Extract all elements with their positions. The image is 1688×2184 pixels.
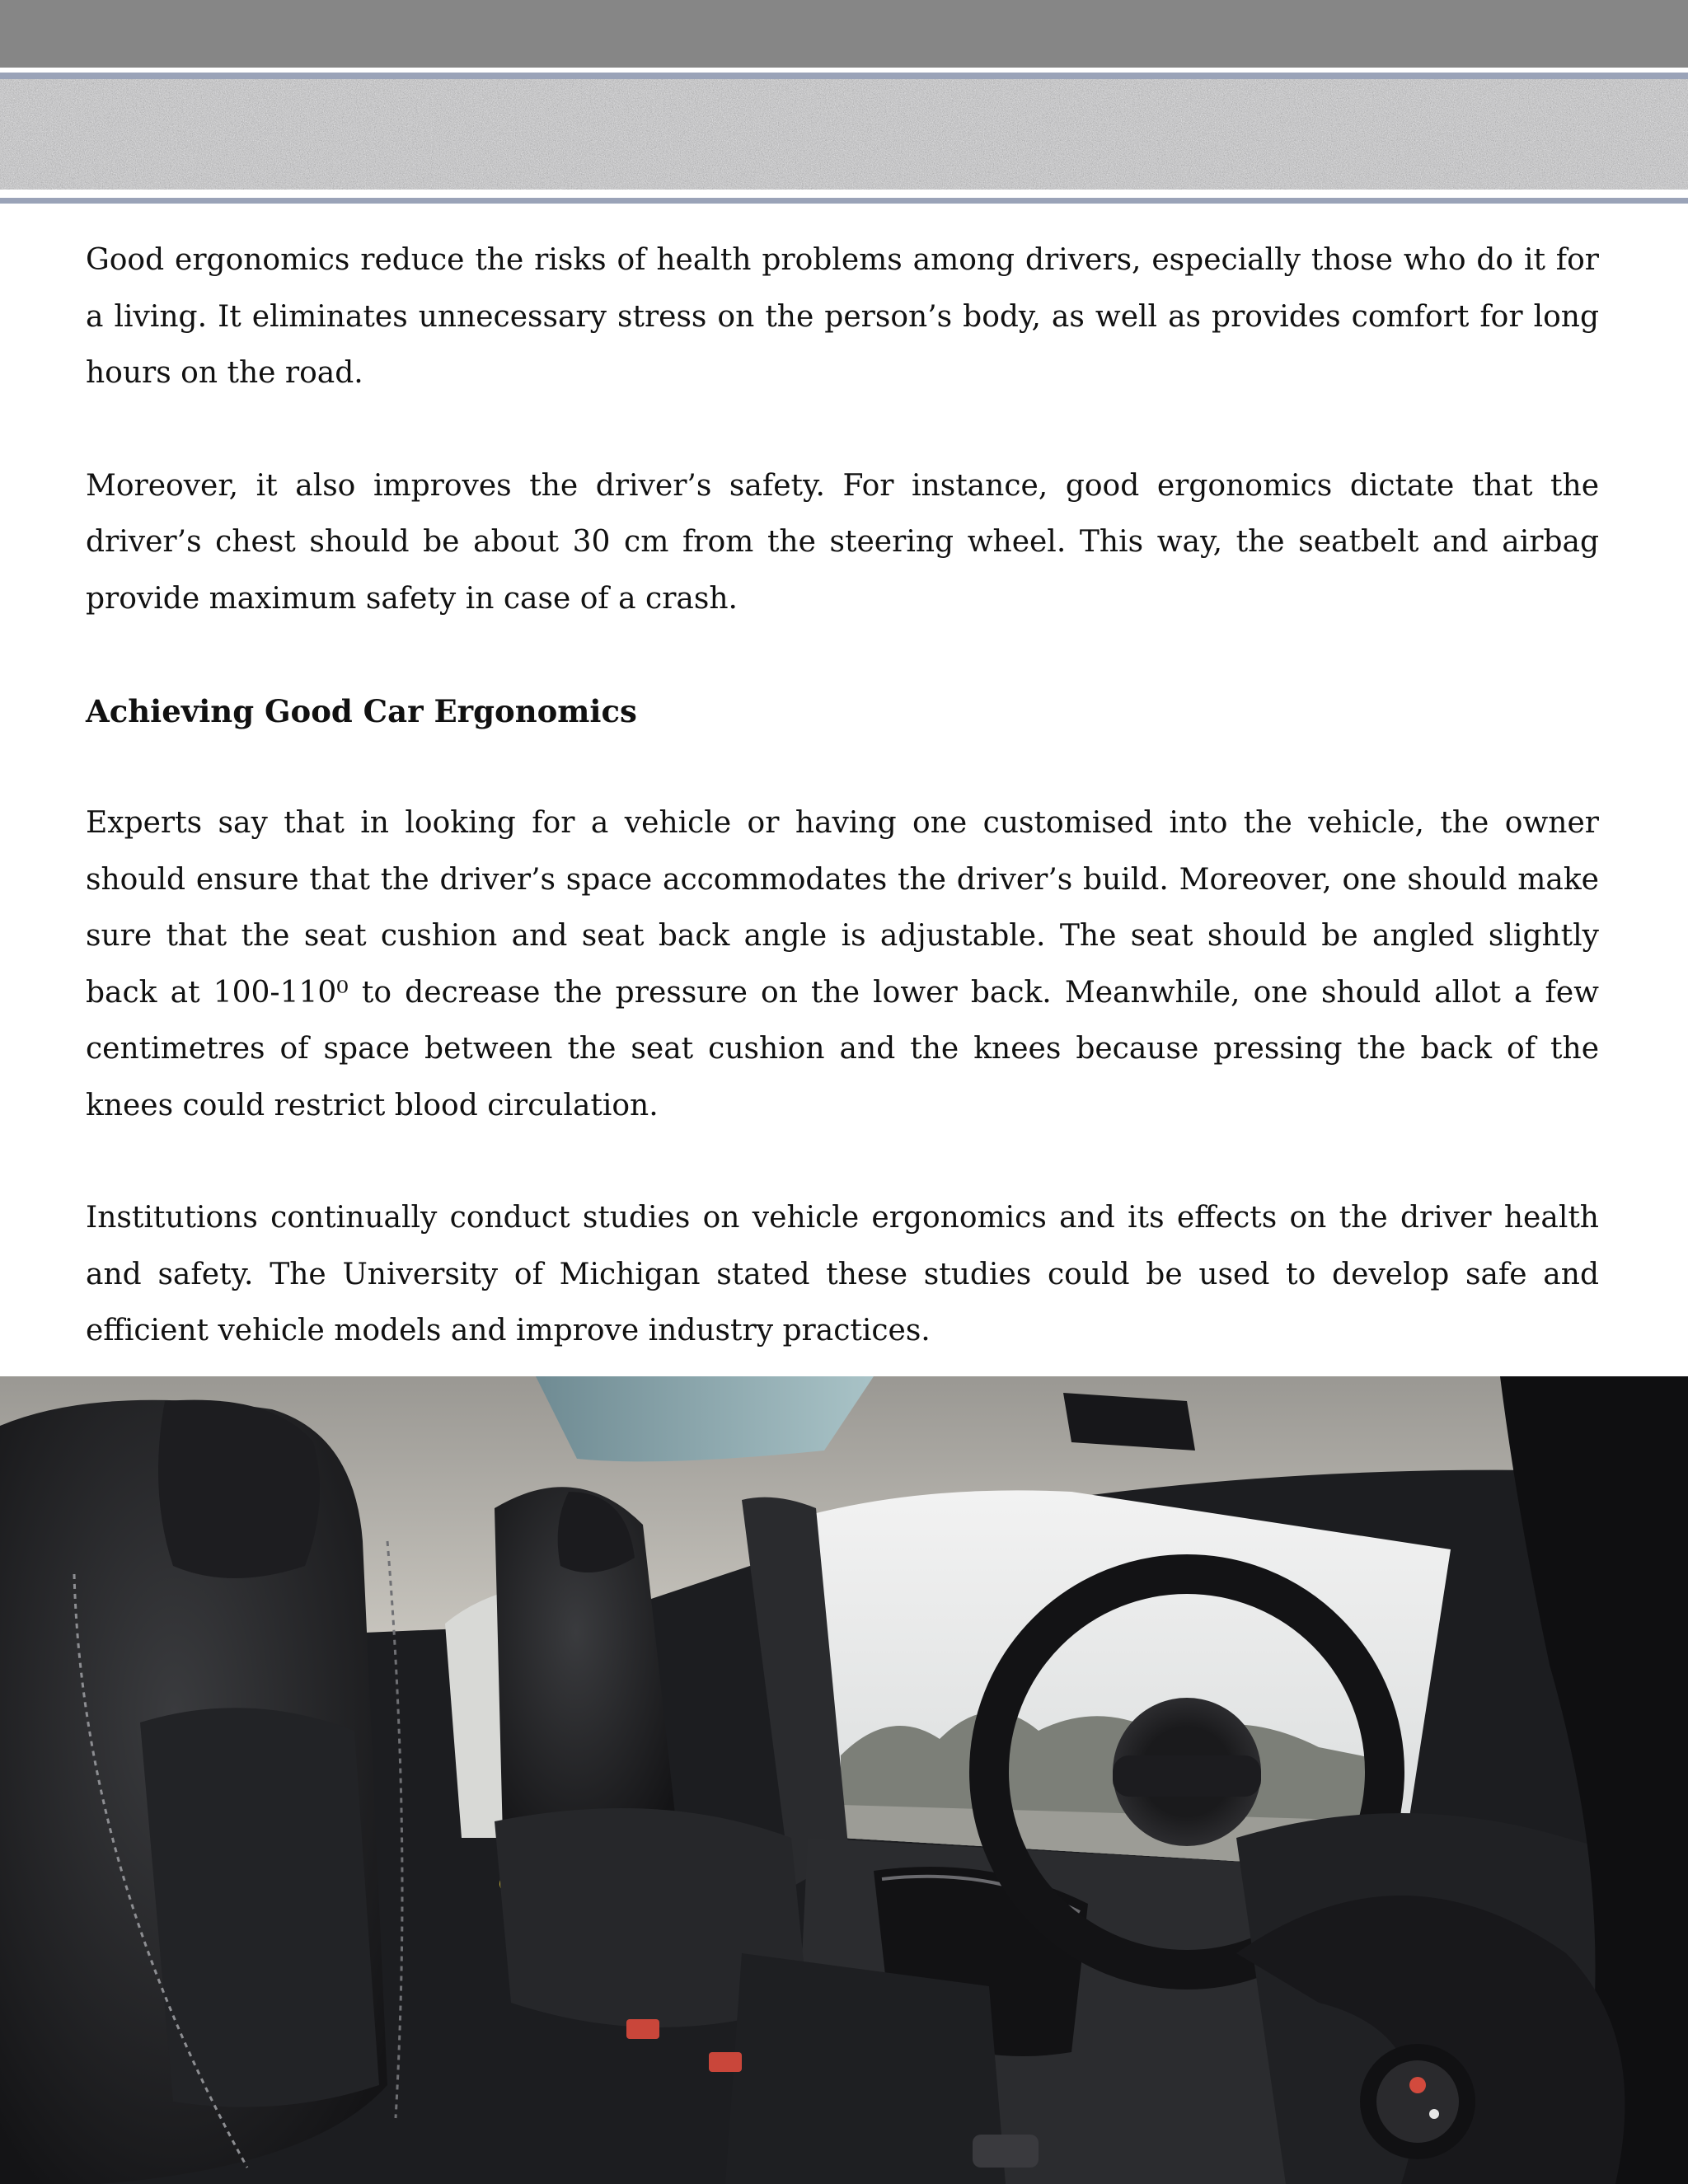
header-rule-bottom — [0, 198, 1688, 204]
section-heading: Achieving Good Car Ergonomics — [86, 693, 637, 729]
paragraph-driver-safety: Moreover, it also improves the driver’s safety. For instance, good ergonomics dictate that the driver’s chest should be about 30 cm from the steering wheel. This way, the seatbelt and airbag provide maximum safety in case of a crash. — [86, 468, 1599, 616]
car-interior-photo — [0, 1376, 1688, 2184]
paragraph-seat-adjustment: Experts say that in looking for a vehicle or having one customised into the vehicle, the owner should ensure that the driver’s space accommodates the driver’s build. Moreover, one should make sure that the seat cushion and seat back angle is adjustable. The seat should be angled slightly back at 100-110⁰ to decrease the pressure on the lower back. Meanwhile, one should allot a few centimetres of space between the seat cushion and the knees because pressing the back of the knees could restrict blood circulation. — [86, 806, 1599, 1122]
granite-texture-banner — [0, 79, 1688, 190]
article-body — [86, 232, 1599, 1416]
granite-texture-graphic — [0, 79, 1688, 190]
paragraph-ergonomics-benefits: Good ergonomics reduce the risks of health problems among drivers, especially those who do it for a living. It eliminates unnecessary stress on the person’s body, as well as provides comfort for long hours on the road. — [86, 243, 1599, 390]
header-bar — [0, 0, 1688, 68]
paragraph-studies: Institutions continually conduct studies on vehicle ergonomics and its effects on the driver health and safety. The University of Michigan stated these studies could be used to develop safe and efficient vehicle models and improve industry practices. — [86, 1201, 1599, 1347]
header-rule-top — [0, 73, 1688, 79]
car-interior-illustration — [0, 1376, 1688, 2184]
